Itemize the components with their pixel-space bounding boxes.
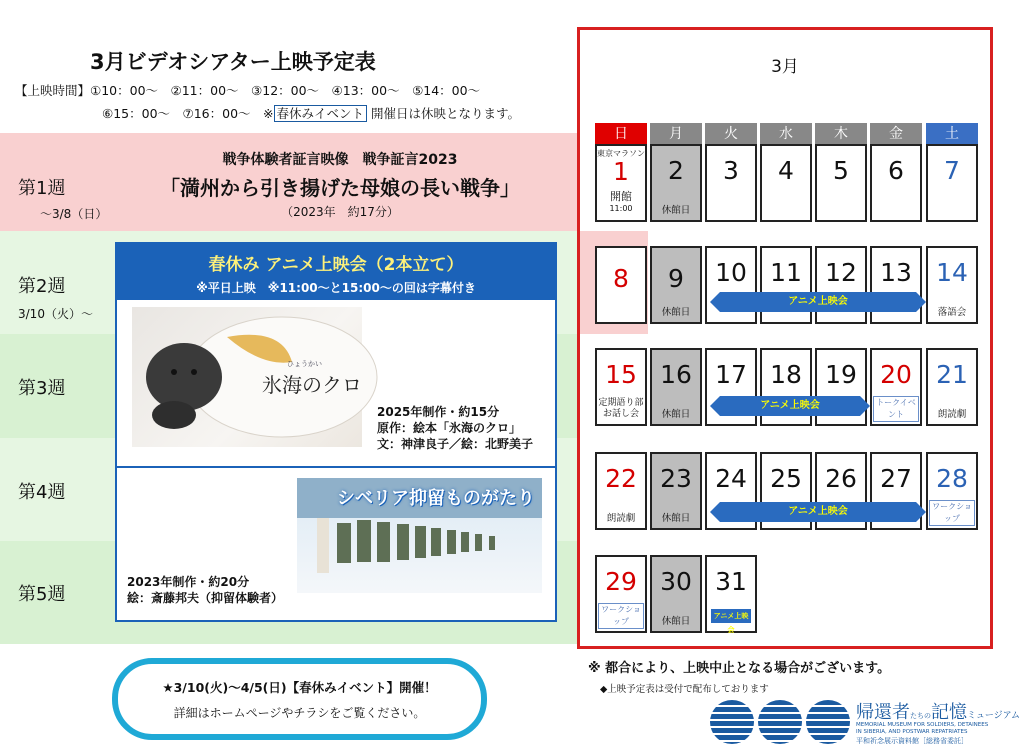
showtimes-text-a: ⑥15：00～ ⑦16：00～ ※	[102, 106, 274, 121]
weekday-sun: 日	[595, 123, 647, 145]
day-15-event-2: お話し会	[602, 409, 639, 420]
week-label-3: 第3週	[18, 378, 66, 399]
day-29-event: ワークショップ	[598, 603, 644, 629]
day-12	[815, 246, 867, 324]
day-16	[650, 348, 702, 426]
week1-series: 戦争体験者証言映像 戦争証言2023	[222, 152, 458, 168]
day-18-number: 18	[770, 360, 802, 389]
day-20	[870, 348, 922, 426]
reception-note: ◆上映予定表は受付で配布しております	[600, 684, 769, 695]
anime-tag-day31: アニメ上映会	[711, 609, 751, 623]
day-2-closed: 休館日	[661, 204, 691, 216]
film1-info-3: 文：神津良子／絵：北野美子	[377, 437, 534, 451]
showtimes-line-1: 【上映時間】①10：00～ ②11：00～ ③12：00～ ④13：00～ ⑤14：00～	[15, 83, 481, 98]
day-15-event	[597, 398, 645, 420]
anime-screening-panel	[115, 242, 557, 622]
spring-event-notice	[112, 658, 487, 740]
day-15	[595, 348, 647, 426]
day-3	[705, 144, 757, 222]
anime-arrow-week2: アニメ上映会	[720, 292, 916, 312]
film2-image	[297, 478, 542, 593]
day-31-number: 31	[715, 567, 747, 596]
day-6-number: 6	[888, 156, 904, 185]
week-label-2: 第2週	[18, 276, 66, 297]
day-28	[926, 452, 978, 530]
logo-circle-icon	[806, 700, 850, 744]
day-3-number: 3	[723, 156, 739, 185]
anime-panel-header	[117, 244, 555, 300]
day-19-number: 19	[825, 360, 857, 389]
anime-arrow-week4: アニメ上映会	[720, 502, 916, 522]
day-4	[760, 144, 812, 222]
day-21-event: 朗読劇	[937, 408, 967, 420]
day-1-open: 開館	[610, 190, 632, 203]
day-1-number: 1	[613, 157, 629, 186]
logo-name-2: 記憶	[931, 702, 967, 723]
day-8	[595, 246, 647, 324]
showtimes-line-2	[102, 104, 520, 122]
logo-name-1: 帰還者	[856, 702, 910, 723]
weekday-wed: 水	[760, 123, 812, 145]
day-15-number: 15	[605, 360, 637, 389]
logo-jp-sub: 平和祈念展示資料館［総務省委託］	[856, 737, 968, 745]
day-14-event: 落語会	[937, 306, 967, 318]
day-14-number: 14	[936, 258, 968, 287]
day-13	[870, 246, 922, 324]
day-7-number: 7	[944, 156, 960, 185]
logo-name	[856, 698, 1020, 724]
week-label-5: 第5週	[18, 584, 66, 605]
day-30-closed: 休館日	[661, 615, 691, 627]
page-title: 3月ビデオシアター上映予定表	[90, 50, 376, 74]
day-30	[650, 555, 702, 633]
film1-title-art: 氷海のクロ	[262, 373, 362, 397]
spring-event-box: 春休みイベント	[274, 105, 368, 122]
day-22	[595, 452, 647, 530]
film1-info	[377, 404, 533, 452]
day-6	[870, 144, 922, 222]
day-17-number: 17	[715, 360, 747, 389]
day-28-number: 28	[936, 464, 968, 493]
day-15-event-1: 定期語り部	[598, 398, 644, 409]
day-28-event: ワークショップ	[929, 500, 975, 526]
logo-circle-icon	[758, 700, 802, 744]
week-range-1: ～3/8（日）	[40, 207, 108, 221]
film2-info-1: 2023年制作・約20分	[127, 575, 250, 589]
day-16-number: 16	[660, 360, 692, 389]
logo-en-1: MEMORIAL MUSEUM FOR SOLDIERS, DETAINEES	[856, 722, 989, 728]
day-1-open-time: 11:00	[609, 204, 633, 213]
day-22-number: 22	[605, 464, 637, 493]
week1-film-info: （2023年 約17分）	[281, 205, 399, 219]
day-1	[595, 144, 647, 222]
logo-circle-icon	[710, 700, 754, 744]
day-11	[760, 246, 812, 324]
day-12-number: 12	[825, 258, 857, 287]
day-8-number: 8	[613, 264, 629, 293]
weekday-fri: 金	[870, 123, 922, 145]
notice-line-2: 詳細はホームページやチラシをご覧ください。	[173, 706, 426, 720]
day-5	[815, 144, 867, 222]
weekday-thu: 木	[815, 123, 867, 145]
day-7	[926, 144, 978, 222]
film1-info-1: 2025年制作・約15分	[377, 405, 500, 419]
day-29	[595, 555, 647, 633]
day-1-event: 東京マラソン	[597, 149, 645, 158]
day-13-number: 13	[880, 258, 912, 287]
anime-panel-title: 春休み アニメ上映会（2本立て）	[208, 255, 464, 275]
logo-name-suffix: ミュージアム	[967, 711, 1020, 721]
day-2	[650, 144, 702, 222]
march-calendar	[577, 27, 993, 649]
weekday-tue: 火	[705, 123, 757, 145]
film2-title-art: シベリア抑留ものがたり	[337, 488, 535, 509]
day-20-event: トークイベント	[873, 396, 919, 422]
day-30-number: 30	[660, 567, 692, 596]
museum-logo	[710, 698, 1020, 746]
day-5-number: 5	[833, 156, 849, 185]
day-23-closed: 休館日	[661, 512, 691, 524]
day-20-number: 20	[880, 360, 912, 389]
week-label-4: 第4週	[18, 482, 66, 503]
weekday-mon: 月	[650, 123, 702, 145]
day-29-number: 29	[605, 567, 637, 596]
day-11-number: 11	[770, 258, 802, 287]
notice-line-1: ★3/10(火)～4/5(日)【春休みイベント】開催！	[162, 680, 437, 695]
film1-image	[132, 307, 362, 447]
day-9-number: 9	[668, 264, 684, 293]
day-23-number: 23	[660, 464, 692, 493]
day-10-number: 10	[715, 258, 747, 287]
day-16-closed: 休館日	[661, 408, 691, 420]
day-9-closed: 休館日	[661, 306, 691, 318]
film2-info	[127, 574, 283, 606]
anime-panel-note: ※平日上映 ※11:00～と15:00～の回は字幕付き	[196, 281, 476, 295]
showtimes-text-b: 開催日は休映となります。	[371, 106, 521, 121]
day-22-event: 朗読劇	[606, 512, 636, 524]
day-9	[650, 246, 702, 324]
logo-en-2: IN SIBERIA, AND POSTWAR REPATRIATES	[856, 729, 968, 735]
logo-name-small: たちの	[910, 712, 931, 720]
anime-arrow-week3: アニメ上映会	[720, 396, 860, 416]
calendar-month: 3月	[771, 57, 799, 77]
day-23	[650, 452, 702, 530]
film1-info-2: 原作：絵本「氷海のクロ」	[377, 421, 522, 435]
day-21	[926, 348, 978, 426]
day-31	[705, 555, 757, 633]
week1-film-title: 「満州から引き揚げた母娘の長い戦争」	[160, 176, 520, 200]
week-range-2: 3/10（火）～	[18, 307, 93, 321]
day-21-number: 21	[936, 360, 968, 389]
day-24-number: 24	[715, 464, 747, 493]
day-4-number: 4	[778, 156, 794, 185]
day-27-number: 27	[880, 464, 912, 493]
day-2-number: 2	[668, 156, 684, 185]
day-26-number: 26	[825, 464, 857, 493]
day-10	[705, 246, 757, 324]
film1-ruby: ひょうかい	[287, 360, 322, 368]
day-14	[926, 246, 978, 324]
week-label-1: 第1週	[18, 178, 66, 199]
film2-info-2: 絵：斎藤邦夫（抑留体験者）	[127, 591, 284, 605]
panel-divider	[117, 466, 555, 468]
weekday-sat: 土	[926, 123, 978, 145]
cancel-note: ※ 都合により、上映中止となる場合がございます。	[588, 661, 891, 676]
day-25-number: 25	[770, 464, 802, 493]
